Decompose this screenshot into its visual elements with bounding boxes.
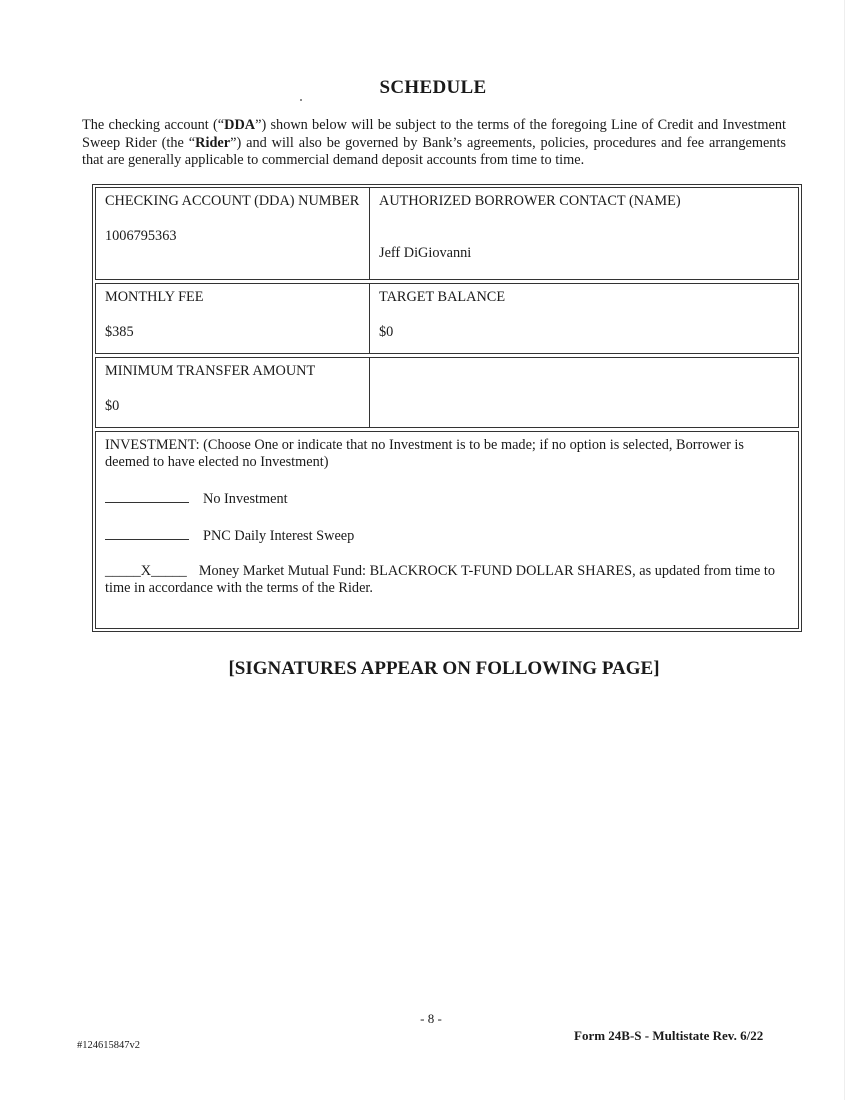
stray-mark (300, 99, 302, 101)
investment-label: INVESTMENT: (Choose One or indicate that no Investment is to be made; if no option is selected, Borrower is deemed to have elected no Investment) (105, 437, 744, 470)
account-row (95, 187, 799, 280)
investment-row (95, 431, 799, 629)
contact-label: AUTHORIZED BORROWER CONTACT (NAME) (379, 193, 681, 209)
checking-account-cell (96, 188, 370, 279)
transfer-row (95, 357, 799, 428)
contact-value: Jeff DiGiovanni (379, 245, 472, 261)
option-no-investment (105, 489, 789, 508)
min-transfer-value: $0 (105, 398, 120, 414)
page-title: SCHEDULE (379, 77, 487, 98)
option-label: Money Market Mutual Fund: BLACKROCK T-FUND DOLLAR SHARES, as updated from time to time in accordance with the terms of the Rider. (105, 563, 776, 596)
investment-cell (96, 432, 798, 602)
checking-account-label: CHECKING ACCOUNT (DDA) NUMBER (105, 193, 360, 209)
page-edge (844, 0, 845, 1100)
monthly-fee-cell (96, 284, 370, 353)
option-blank (105, 526, 189, 540)
schedule-table (92, 184, 802, 632)
checking-account-value: 1006795363 (105, 228, 177, 244)
fee-row (95, 283, 799, 354)
min-transfer-label: MINIMUM TRANSFER AMOUNT (105, 363, 316, 379)
target-balance-label: TARGET BALANCE (379, 289, 506, 305)
signatures-notice: [SIGNATURES APPEAR ON FOLLOWING PAGE] (228, 658, 660, 679)
intro-paragraph: The checking account (“DDA”) shown below will be subject to the terms of the foregoing Line of Credit and Investment Sweep Rider (the “Rider”) and will also be governed by Bank’s agreements, policies, procedures and fee arrangements that are generally applicable to commercial demand deposit accounts from time to time. (82, 117, 786, 168)
page-number: - 8 - (420, 1011, 442, 1026)
form-identifier: Form 24B-S - Multistate Rev. 6/22 (574, 1028, 764, 1043)
monthly-fee-value: $385 (105, 324, 134, 340)
target-balance-value: $0 (379, 324, 394, 340)
rider-term: Rider (195, 134, 231, 151)
contact-cell (370, 188, 798, 279)
option-selected-mark: _____X_____ (105, 563, 187, 579)
document-id: #124615847v2 (77, 1040, 140, 1051)
option-blank (105, 489, 189, 503)
option-label: PNC Daily Interest Sweep (203, 528, 355, 544)
target-balance-cell (370, 284, 798, 353)
option-money-market (105, 563, 789, 597)
option-label: No Investment (203, 491, 288, 507)
empty-cell (370, 358, 798, 427)
option-daily-sweep (105, 526, 789, 545)
dda-term: DDA (224, 117, 256, 133)
min-transfer-cell (96, 358, 370, 427)
monthly-fee-label: MONTHLY FEE (105, 289, 204, 305)
